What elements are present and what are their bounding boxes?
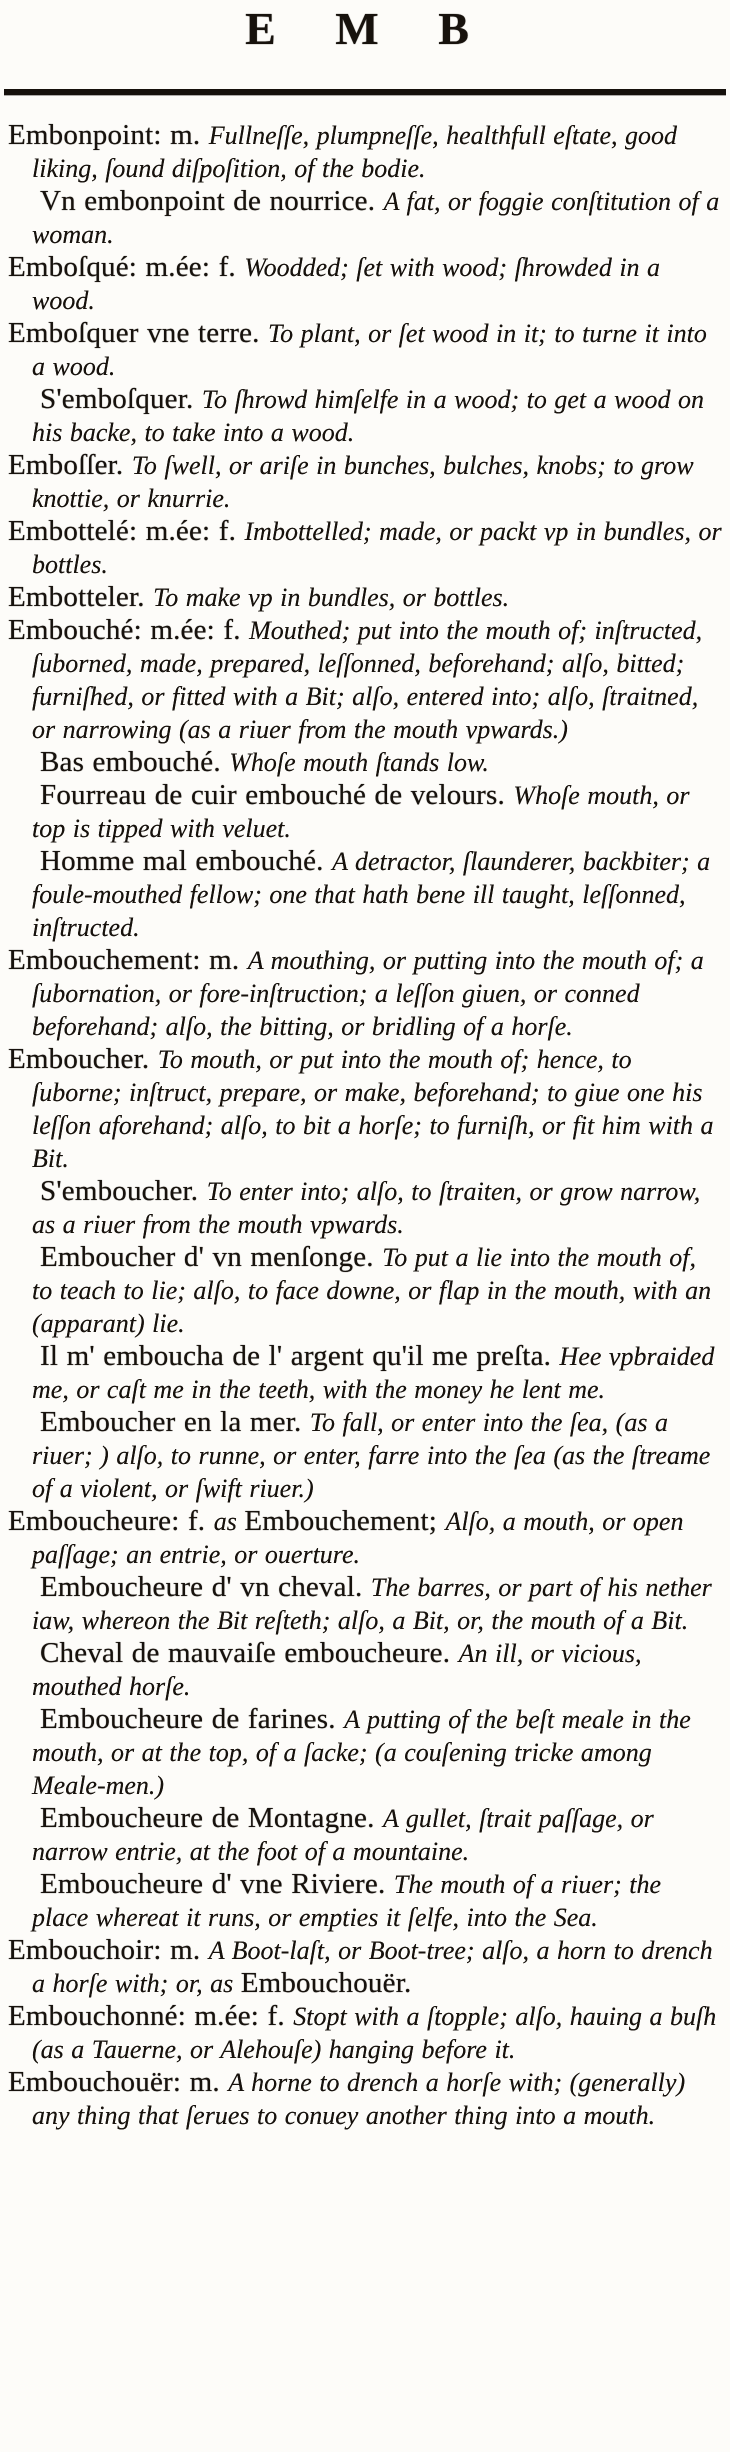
gloss-text: A mouthing, or putting into the mouth of; a ſubornation, or fore-inſtruction; a leſſon giuen, or conned beforehand; alſo, the bitting, or bridling of a horſe. (32, 946, 704, 1041)
gloss-text: Whoſe mouth ſtands low. (229, 748, 489, 777)
headword-text: Embouché: m.ée: f. (8, 614, 250, 646)
headword-text: S'emboucher. (40, 1175, 207, 1207)
gloss-text: A putting of the beſt meale in the mouth, or at the top, of a ſacke; (a couſening tricke among Meale-men.) (32, 1705, 691, 1800)
dictionary-subentry (2, 1703, 722, 1802)
gloss-text: Woodded; ſet with wood; ſhrowded in a wood. (32, 253, 661, 315)
headword-text: Emboucher. (8, 1043, 158, 1075)
dictionary-subentry (2, 1802, 722, 1868)
gloss-text: A fat, or foggie conſtitution of a woman. (32, 187, 720, 249)
headword-text: Embouchouër: m. (8, 2066, 229, 2098)
dictionary-subentry (2, 1175, 722, 1241)
dictionary-entry (2, 119, 722, 185)
dictionary-subentry (2, 1868, 722, 1934)
dictionary-entry (2, 317, 722, 383)
gloss-text: A gullet, ſtrait paſſage, or narrow entrie, at the foot of a mountaine. (32, 1804, 654, 1866)
gloss-text: To put a lie into the mouth of, to teach to lie; alſo, to face downe, or flap in the mouth, with an (apparant) lie. (32, 1243, 712, 1338)
headword-text: S'emboſquer. (40, 383, 202, 415)
headword-text: Embouchement; (244, 1505, 446, 1537)
headword-text: Emboſqué: m.ée: f. (8, 251, 245, 283)
headword-text: Embonpoint: m. (8, 119, 209, 151)
headword-text: Emboſſer. (8, 449, 132, 481)
dictionary-entry (2, 2000, 722, 2066)
gloss-text: An ill, or vicious, mouthed horſe. (32, 1639, 642, 1701)
headword-text: Embottelé: m.ée: f. (8, 515, 245, 547)
headword-text: Vn embonpoint de nourrice. (40, 185, 384, 217)
headword-text: Emboucher d' vn menſonge. (40, 1241, 383, 1273)
dictionary-entry (2, 614, 722, 746)
headword-text: Homme mal embouché. (40, 845, 333, 877)
dictionary-subentry (2, 845, 722, 944)
headword-text: Emboucher en la mer. (40, 1406, 310, 1438)
gloss-text: The mouth of a riuer; the place whereat it runs, or empties it ſelfe, into the Sea. (32, 1870, 662, 1932)
gloss-text: To ſhrowd himſelfe in a wood; to get a wood on his backe, to take into a wood. (32, 385, 704, 447)
gloss-text: To make vp in bundles, or bottles. (153, 583, 510, 612)
dictionary-entry (2, 1043, 722, 1175)
dictionary-entry (2, 1505, 722, 1571)
gloss-text: To plant, or ſet wood in it; to turne it into a wood. (32, 319, 707, 381)
gloss-text: Alſo, a mouth, or open paſſage; an entrie, or ouerture. (32, 1507, 684, 1569)
gloss-text: Hee vpbraided me, or caſt me in the teeth, with the money he lent me. (32, 1342, 715, 1404)
gloss-text: Whoſe mouth, or top is tipped with veluet. (32, 781, 690, 843)
headword-text: Fourreau de cuir embouché de velours. (40, 779, 514, 811)
running-head: E M B (245, 3, 485, 54)
dictionary-entry (2, 515, 722, 581)
dictionary-entry (2, 251, 722, 317)
dictionary-subentry (2, 779, 722, 845)
dictionary-subentry (2, 185, 722, 251)
headword-text: Embouchement: m. (8, 944, 248, 976)
gloss-text: A horne to drench a horſe with; (generally) any thing that ſerues to conuey another thing into a mouth. (32, 2068, 686, 2130)
gloss-text: To ſwell, or ariſe in bunches, bulches, knobs; to grow knottie, or knurrie. (32, 451, 694, 513)
headword-text: Embouchoir: m. (8, 1934, 209, 1966)
dictionary-entry (2, 581, 722, 614)
gloss-text: Imbottelled; made, or packt vp in bundles, or bottles. (32, 517, 722, 579)
dictionary-entry (2, 449, 722, 515)
dictionary-subentry (2, 1241, 722, 1340)
dictionary-subentry (2, 1637, 722, 1703)
gloss-text: A Boot-laſt, or Boot-tree; alſo, a horn to drench a horſe with; or, as (32, 1936, 713, 1998)
headword-text: Bas embouché. (40, 746, 230, 778)
headword-text: Emboſquer vne terre. (8, 317, 269, 349)
dictionary-subentry (2, 1571, 722, 1637)
headword-text: Emboucheure d' vne Riviere. (40, 1868, 394, 1900)
headword-text: Embouchonné: m.ée: f. (8, 2000, 294, 2032)
gloss-text: Mouthed; put into the mouth of; inſtructed, ſuborned, made, prepared, leſſonned, beforehand; alſo, bitted; furniſhed, or fitted with a Bit; alſo, entered into; alſo, ſtraitned, or narrowing (as a riuer from the mouth vpwards.) (32, 616, 703, 744)
gloss-text: To enter into; alſo, to ſtraiten, or grow narrow, as a riuer from the mouth vpwards. (32, 1177, 701, 1239)
gloss-text: as (213, 1507, 245, 1536)
headword-text: Il m' emboucha de l' argent qu'il me preſta. (40, 1340, 560, 1372)
gloss-text: A detractor, ſlaunderer, backbiter; a foule-mouthed fellow; one that hath bene ill taught, leſſonned, inſtructed. (32, 847, 711, 942)
headword-text: Emboucheure de farines. (40, 1703, 345, 1735)
headword-text: Embotteler. (8, 581, 154, 613)
dictionary-entry (2, 2066, 722, 2132)
gloss-text: Stopt with a ſtopple; alſo, hauing a buſh (as a Tauerne, or Alehouſe) hanging before it. (32, 2002, 717, 2064)
headword-text: Cheval de mauvaiſe emboucheure. (40, 1637, 459, 1669)
gloss-text: To fall, or enter into the ſea, (as a riuer; ) alſo, to runne, or enter, farre into the ſea (as the ſtreame of a violent, or ſwift riuer.) (32, 1408, 711, 1503)
dictionary-subentry (2, 383, 722, 449)
dictionary-subentry (2, 746, 722, 779)
dictionary-subentry (2, 1406, 722, 1505)
gloss-text: Fullneſſe, plumpneſſe, healthfull eſtate, good liking, ſound diſpoſition, of the bodie. (32, 121, 678, 183)
dictionary-subentry (2, 1340, 722, 1406)
dictionary-entry (2, 1934, 722, 2000)
gloss-text: To mouth, or put into the mouth of; hence, to ſuborne; inſtruct, prepare, or make, beforehand; to giue one his leſſon aforehand; alſo, to bit a horſe; to furniſh, or fit him with a Bit. (32, 1045, 714, 1173)
gloss-text: The barres, or part of his nether iaw, whereon the Bit reſteth; alſo, a Bit, or, the mouth of a Bit. (32, 1573, 712, 1635)
entry-list (0, 95, 730, 2132)
dictionary-entry (2, 944, 722, 1043)
headword-text: Emboucheure d' vn cheval. (40, 1571, 371, 1603)
headword-text: Embouchouër. (240, 1967, 412, 1999)
headword-text: Emboucheure: f. (8, 1505, 214, 1537)
headword-text: Emboucheure de Montagne. (40, 1802, 384, 1834)
